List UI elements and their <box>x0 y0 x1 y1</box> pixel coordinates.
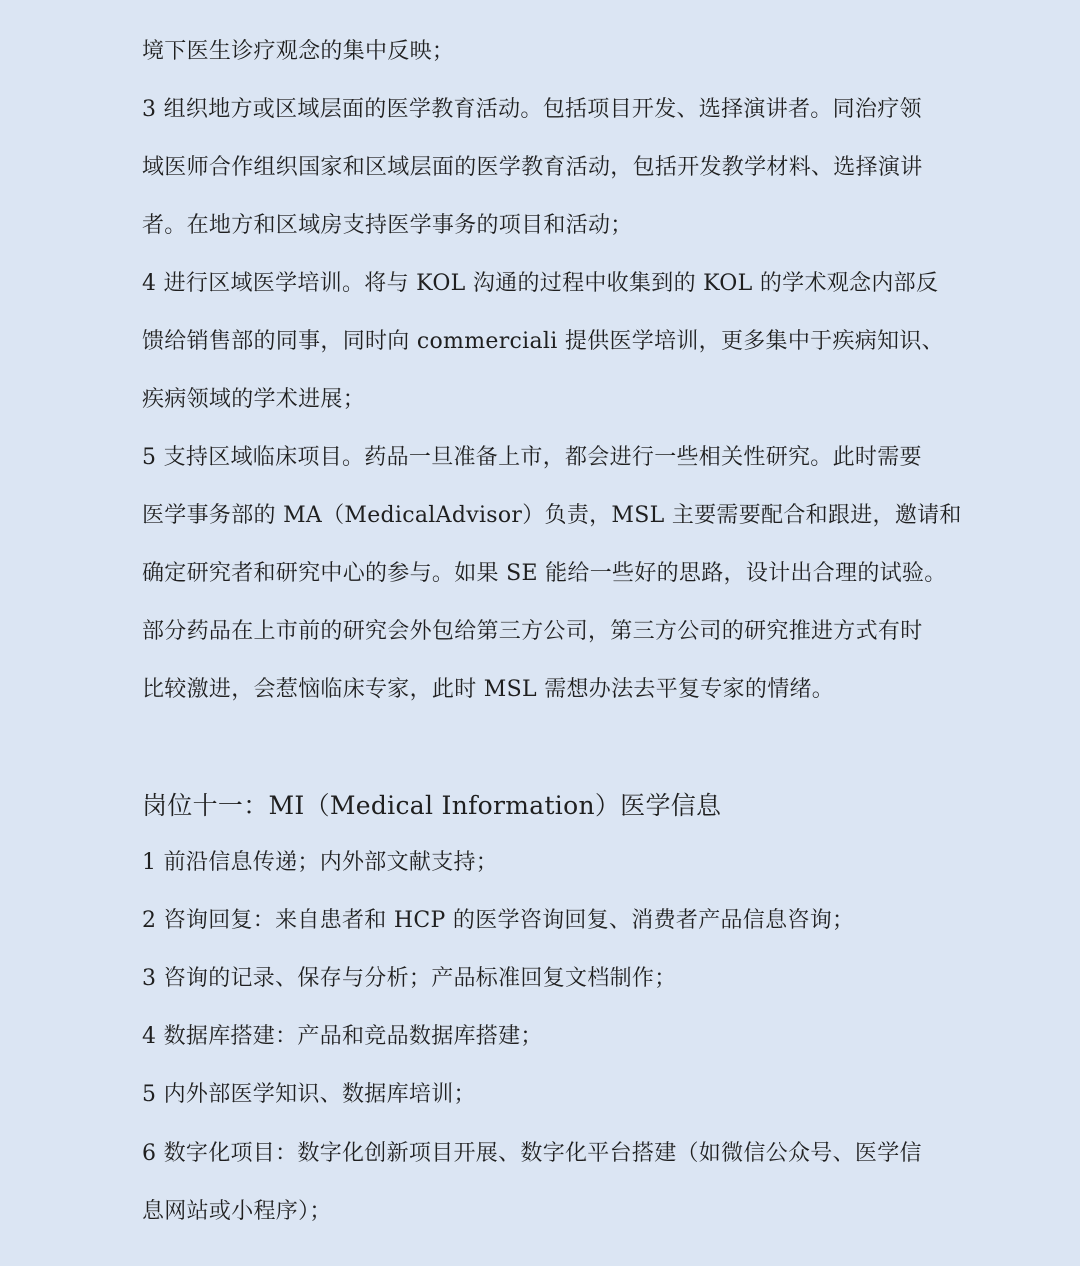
text-line: 1 前沿信息传递；内外部文献支持； <box>142 850 499 875</box>
text-line: 馈给销售部的同事，同时向 commerciali 提供医学培训，更多集中于疾病知识、 <box>142 329 944 354</box>
text-line: 4 数据库搭建：产品和竞品数据库搭建； <box>142 1024 543 1049</box>
text-line: 疾病领域的学术进展； <box>142 387 366 412</box>
section-heading-mi: 岗位十一：MI（Medical Information）医学信息 <box>142 791 722 820</box>
text-line: 部分药品在上市前的研究会外包给第三方公司，第三方公司的研究推进方式有时 <box>142 619 923 644</box>
text-line: 确定研究者和研究中心的参与。如果 SE 能给一些好的思路，设计出合理的试验。 <box>142 561 947 586</box>
text-line: 4 进行区域医学培训。将与 KOL 沟通的过程中收集到的 KOL 的学术观念内部反 <box>142 271 939 296</box>
text-line: 者。在地方和区域房支持医学事务的项目和活动； <box>142 213 633 238</box>
text-line: 3 组织地方或区域层面的医学教育活动。包括项目开发、选择演讲者。同治疗领 <box>142 97 922 122</box>
text-line: 息网站或小程序）； <box>142 1199 332 1224</box>
text-line: 医学事务部的 MA（MedicalAdvisor）负责，MSL 主要需要配合和跟进，邀请和 <box>142 503 962 528</box>
text-line: 比较激进，会惹恼临床专家，此时 MSL 需想办法去平复专家的情绪。 <box>142 677 835 702</box>
text-line: 3 咨询的记录、保存与分析；产品标准回复文档制作； <box>142 966 677 991</box>
text-line: 5 支持区域临床项目。药品一旦准备上市，都会进行一些相关性研究。此时需要 <box>142 445 922 470</box>
text-line: 6 数字化项目：数字化创新项目开展、数字化平台搭建（如微信公众号、医学信 <box>142 1141 922 1166</box>
text-line: 5 内外部医学知识、数据库培训； <box>142 1082 476 1107</box>
text-line: 2 咨询回复：来自患者和 HCP 的医学咨询回复、消费者产品信息咨询； <box>142 908 855 933</box>
text-line: 域医师合作组织国家和区域层面的医学教育活动，包括开发教学材料、选择演讲 <box>142 155 923 180</box>
text-line: 境下医生诊疗观念的集中反映； <box>142 39 455 64</box>
